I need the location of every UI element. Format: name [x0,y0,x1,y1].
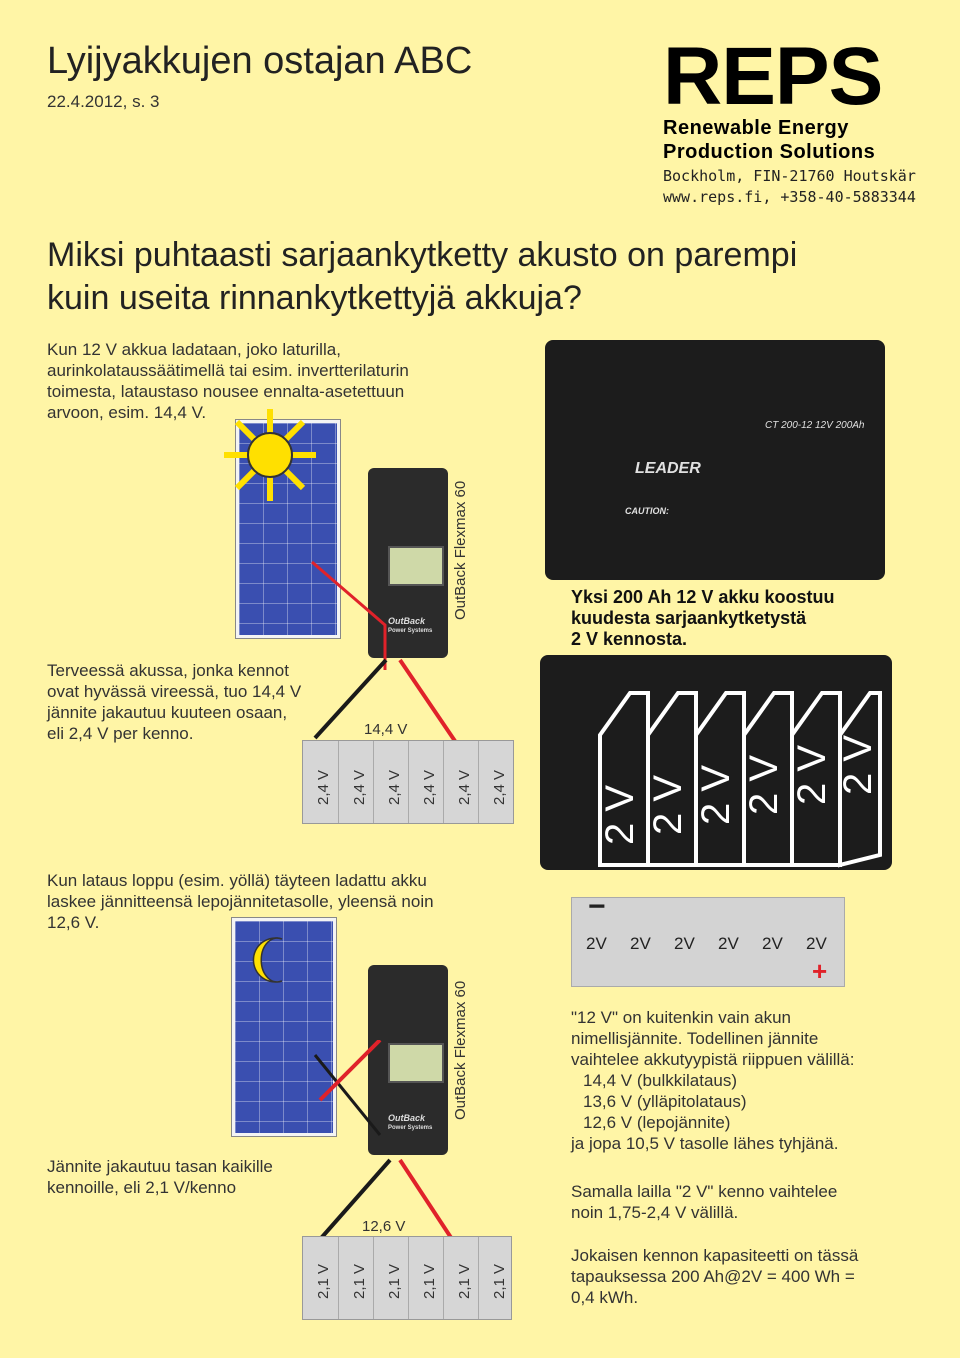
nominal-line: 14,4 V (bulkkilataus) [583,1071,738,1090]
cell-voltage: 2,4 V [456,769,473,805]
healthy-line: eli 2,4 V per kenno. [47,724,194,743]
one-battery-text [571,587,834,650]
cell-voltage: 2,4 V [421,769,438,805]
cell-voltage: 2,1 V [421,1263,438,1299]
cellrange-text [571,1181,941,1223]
cell-strip-bottom [302,1236,512,1320]
logo-line1: Renewable Energy [663,117,849,139]
cell-voltage: 2,1 V [386,1263,403,1299]
controller-label-top: OutBack Flexmax 60 [452,480,469,620]
cell-2v-label: 2 V [790,744,834,805]
rest-line: 12,6 V. [47,913,100,932]
capacity-line: Jokaisen kennon kapasiteetti on tässä [571,1246,859,1265]
battery-cells-diagram [540,655,892,870]
one-battery-line: kuudesta sarjaankytketystä [571,608,807,628]
cell-voltage: 2,1 V [491,1263,508,1299]
controller-brand-sub: Power Systems [388,1125,433,1131]
intro-line: aurinkolataussäätimellä tai esim. invertterilaturin [47,361,409,380]
cellrange-line: noin 1,75-2,4 V välillä. [571,1203,739,1222]
capacity-line: 0,4 kWh. [571,1288,639,1307]
page-date: 22.4.2012, s. 3 [47,92,160,111]
moon-icon [248,935,298,985]
chain-cell: 2V [762,934,783,953]
cell-2v-label: 2 V [836,734,880,795]
cell-2v-label: 2 V [598,784,642,845]
chain-cell: 2V [674,934,695,953]
nominal-line: 12,6 V (lepojännite) [583,1113,731,1132]
cell-chain [571,890,845,987]
healthy-line: ovat hyvässä vireessä, tuo 14,4 V [47,682,302,701]
chain-cell: 2V [586,934,607,953]
cell-voltage: 2,1 V [315,1263,332,1299]
controller-brand: OutBack [388,616,426,626]
even-line: kennoille, eli 2,1 V/kenno [47,1178,237,1197]
logo-contact: www.reps.fi, +358-40-5883344 [663,188,916,206]
controller-brand: OutBack [388,1113,426,1123]
heading-line2: kuin useita rinnankytkettyjä akkuja? [47,279,582,317]
intro-line: arvoon, esim. 14,4 V. [47,403,207,422]
minus-terminal: − [588,890,606,923]
total-voltage-bottom: 12,6 V [362,1218,406,1235]
cell-voltage: 2,4 V [386,769,403,805]
battery-caution: CAUTION: [625,506,669,516]
chain-cell: 2V [630,934,651,953]
healthy-text [47,660,367,744]
logo-line2: Production Solutions [663,141,876,163]
total-voltage-top: 14,4 V [364,721,408,738]
nominal-line: vaihtelee akkutyypistä riippuen välillä: [571,1050,855,1069]
cell-voltage: 2,1 V [456,1263,473,1299]
plus-terminal: + [812,956,828,986]
nominal-text [571,1007,941,1154]
reps-logo: REPS [663,31,883,122]
battery-photo [545,340,885,580]
battery-model: CT 200-12 [765,420,813,431]
nominal-line: nimellisjännite. Todellinen jännite [571,1029,819,1048]
cell-strip-top [302,740,514,824]
capacity-line: tapauksessa 200 Ah@2V = 400 Wh = [571,1267,855,1286]
healthy-line: jännite jakautuu kuuteen osaan, [47,703,288,722]
cellrange-line: Samalla lailla "2 V" kenno vaihtelee [571,1182,838,1201]
page-title: Lyijyakkujen ostajan ABC [47,40,473,82]
cell-2v-label: 2 V [742,754,786,815]
intro-line: toimesta, lataustaso nousee ennalta-asetettuun [47,382,405,401]
one-battery-line: 2 V kennosta. [571,629,688,649]
rest-line: laskee jännitteensä lepojännitetasolle, yleensä noin [47,892,434,911]
cell-2v-label: 2 V [694,764,738,825]
chain-cell: 2V [718,934,739,953]
nominal-line: 13,6 V (ylläpitolataus) [583,1092,747,1111]
battery-brand: LEADER [635,460,701,477]
chain-cell: 2V [806,934,827,953]
capacity-text [571,1245,941,1308]
logo-address: Bockholm, FIN-21760 Houtskär [663,167,916,185]
intro-line: Kun 12 V akkua ladataan, joko laturilla, [47,340,341,359]
controller-label-bottom: OutBack Flexmax 60 [452,980,469,1120]
even-line: Jännite jakautuu tasan kaikille [47,1157,273,1176]
sun-icon [222,407,318,503]
cell-voltage: 2,1 V [351,1263,368,1299]
cell-voltage: 2,4 V [491,769,508,805]
main-heading [47,234,927,320]
nominal-line: ja jopa 10,5 V tasolle lähes tyhjänä. [571,1134,839,1153]
rest-line: Kun lataus loppu (esim. yöllä) täyteen ladattu akku [47,871,427,890]
heading-line1: Miksi puhtaasti sarjaankytketty akusto on parempi [47,236,798,274]
controller-brand-sub: Power Systems [388,628,433,634]
cell-voltage: 2,4 V [351,769,368,805]
healthy-line: Terveessä akussa, jonka kennot [47,661,289,680]
nominal-line: "12 V" on kuitenkin vain akun [571,1008,791,1027]
cell-voltage: 2,4 V [315,769,332,805]
even-text [47,1156,367,1198]
battery-rating: 12V 200Ah [815,420,865,431]
one-battery-line: Yksi 200 Ah 12 V akku koostuu [571,587,835,607]
cell-2v-label: 2 V [646,774,690,835]
